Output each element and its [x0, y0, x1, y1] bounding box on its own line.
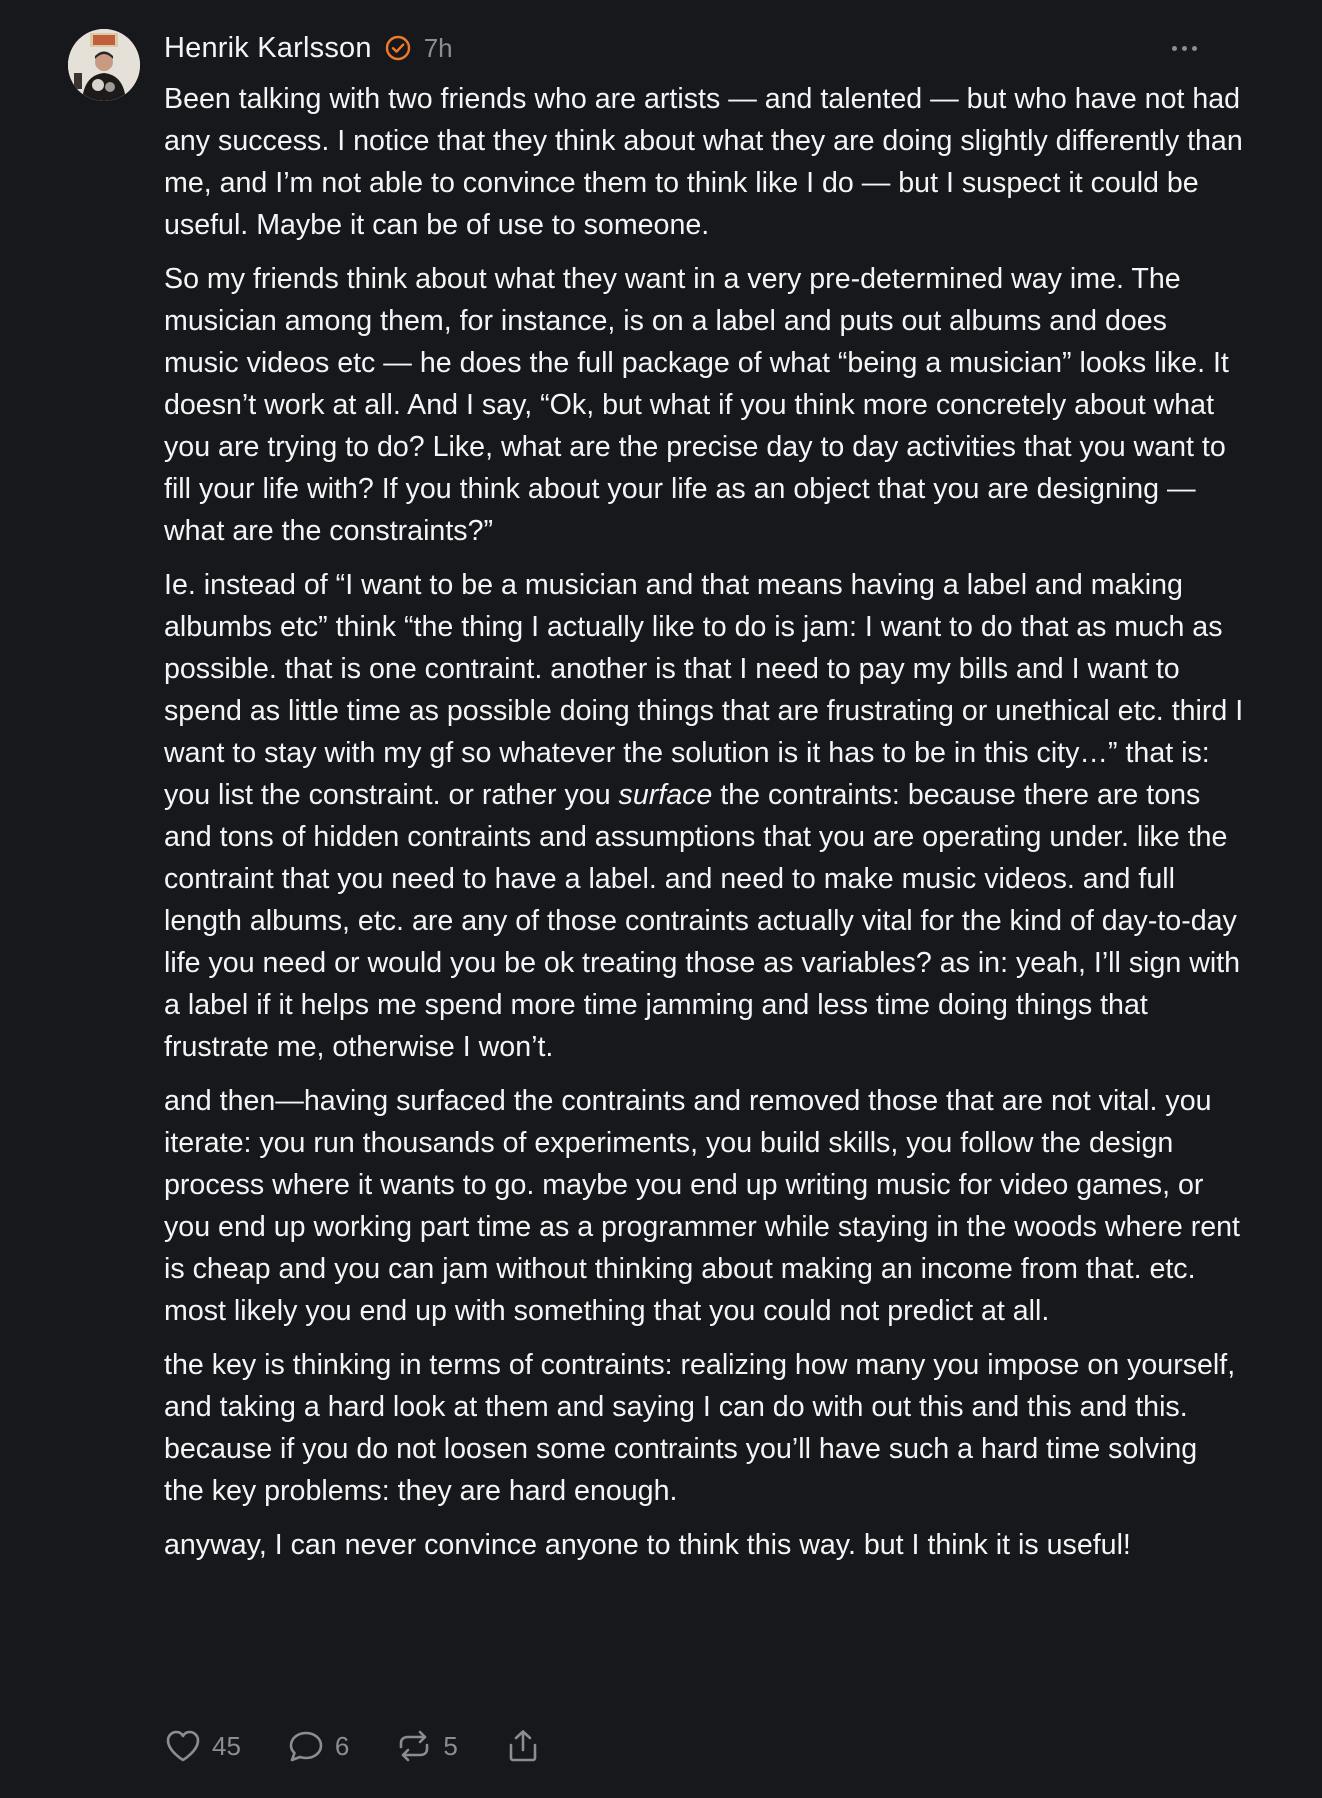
post-paragraph-5: the key is thinking in terms of contraints: realizing how many you impose on yourself, and taking a hard look at them and saying I can do with out this and this and this. because if you do not loosen some contraints you’ll have such a hard time solving the key problems: they are hard enough. — [164, 1349, 1236, 1507]
repost-icon — [395, 1728, 433, 1764]
post-actions — [164, 1724, 588, 1768]
post-paragraph-3 — [164, 564, 1244, 1068]
reply-count: 6 — [334, 1730, 350, 1761]
post-paragraph-2: So my friends think about what they want in a very pre-determined way ime. The musician among them, for instance, is on a label and puts out albums and does music videos etc — he does the full package of what “being a musician” looks like. It doesn’t work at all. And I say, “Ok, but what if you think more concretely about what you are trying to do? Like, what are the precise day to day activities that you want to fill your life with? If you think about your life as an object that you are designing — what are the constraints?” — [164, 263, 1229, 547]
avatar-image — [68, 29, 140, 101]
share-button[interactable] — [504, 1728, 542, 1764]
post-timestamp[interactable]: 7h — [423, 32, 453, 63]
repost-count: 5 — [443, 1730, 458, 1761]
post-body — [164, 78, 1244, 1578]
heart-icon — [164, 1728, 202, 1764]
comment-icon — [287, 1728, 325, 1764]
verified-badge-icon — [384, 34, 412, 62]
post-paragraph-6: anyway, I can never convince anyone to think this way. but I think it is useful! — [164, 1529, 1131, 1561]
reply-button[interactable] — [287, 1728, 349, 1764]
share-icon — [504, 1728, 542, 1764]
paragraph-3-text-before: Ie. instead of “I want to be a musician and that means having a label and making albumbs etc” think “the thing I actually like to do is jam: I want to do that as much as possible. that is one contraint. another is that I need to pay my bills and I want to spend as little time as possible doing things that are frustrating or unethical etc. third I want to stay with my gf so whatever the solution is it has to be in this city…” that is: you list the constraint. or rather you — [164, 569, 1244, 811]
paragraph-3-emphasis: surface — [618, 779, 713, 811]
more-options-icon[interactable] — [1166, 36, 1202, 60]
post-paragraph-1: Been talking with two friends who are artists — and talented — but who have not had any success. I notice that they think about what they are doing slightly differently than me, and I’m not able to convince them to think like I do — but I suspect it could be useful. Maybe it can be of use to someone. — [164, 83, 1243, 241]
author-avatar[interactable] — [68, 29, 140, 101]
like-count: 45 — [212, 1730, 241, 1761]
author-name[interactable]: Henrik Karlsson — [164, 31, 372, 64]
like-button[interactable] — [164, 1728, 241, 1764]
post-header — [164, 28, 453, 68]
paragraph-3-text-after: the contraints: because there are tons and tons of hidden contraints and assumptions that you are operating under. like the contraint that you need to have a label. and need to make music videos. and full length albums, etc. are any of those contraints actually vital for the kind of day-to-day life you need or would you be ok treating those as variables? as in: yeah, I’ll sign with a label if it helps me spend more time jamming and less time doing things that frustrate me, otherwise I won’t. — [164, 779, 1241, 1063]
post-paragraph-4: and then—having surfaced the contraints and removed those that are not vital. you iterate: you run thousands of experiments, you build skills, you follow the design process where it wants to go. maybe you end up writing music for video games, or you end up working part time as a programmer while staying in the woods where rent is cheap and you can jam without thinking about making an income from that. etc. most likely you end up with something that you could not predict at all. — [164, 1085, 1240, 1327]
repost-button[interactable] — [395, 1728, 457, 1764]
